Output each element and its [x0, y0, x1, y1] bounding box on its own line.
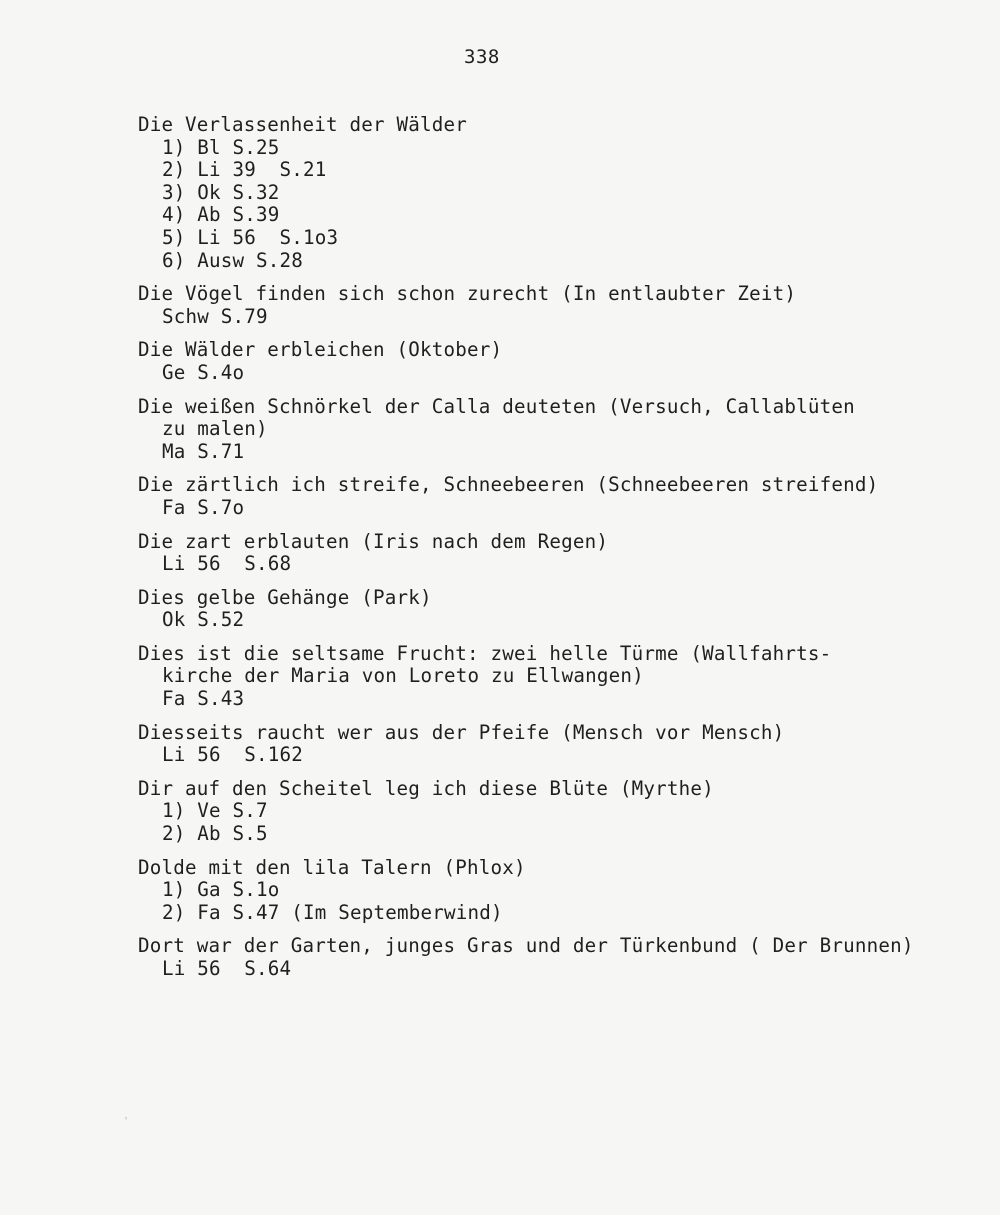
- entry-title: Dort war der Garten, junges Gras und der Türkenbund ( Der Brunnen): [138, 934, 914, 958]
- entry-reference: 4) Ab S.39: [162, 203, 280, 227]
- index-entry: [138, 396, 978, 464]
- entry-reference: 6) Ausw S.28: [162, 248, 304, 272]
- entry-reference: 3) Ok S.32: [162, 180, 280, 204]
- index-entry: [138, 339, 978, 384]
- entry-reference: Fa S.43: [162, 687, 245, 711]
- entry-reference: Li 56 S.64: [162, 957, 292, 980]
- entry-title: Die zärtlich ich streife, Schneebeeren (Schneebeeren streifend): [138, 473, 879, 497]
- entry-title: Diesseits raucht wer aus der Pfeife (Mensch vor Mensch): [138, 720, 785, 744]
- entry-reference: 1) Ga S.1o: [162, 878, 280, 902]
- entry-reference: Li 56 S.68: [162, 552, 292, 576]
- index-entries: [138, 114, 978, 992]
- page-number: 338: [464, 46, 500, 68]
- entry-title-continuation: zu malen): [162, 417, 268, 441]
- entry-title: Die Vögel finden sich schon zurecht (In entlaubter Zeit): [138, 282, 797, 306]
- index-entry: [138, 722, 978, 767]
- index-entry: [138, 778, 978, 846]
- entry-title: Dolde mit den lila Talern (Phlox): [138, 855, 526, 879]
- index-entry: [138, 474, 978, 519]
- entry-reference: Ma S.71: [162, 439, 245, 463]
- entry-reference: Li 56 S.162: [162, 743, 304, 767]
- entry-reference: 5) Li 56 S.1o3: [162, 225, 339, 249]
- entry-title: Die Verlassenheit der Wälder: [138, 113, 468, 136]
- index-entry: [138, 283, 978, 328]
- entry-reference: Ge S.4o: [162, 360, 245, 384]
- entry-title: Dies gelbe Gehänge (Park): [138, 585, 432, 609]
- index-entry: [138, 587, 978, 632]
- entry-title-continuation: kirche der Maria von Loreto zu Ellwangen): [162, 664, 644, 688]
- entry-reference: 1) Bl S.25: [162, 135, 280, 159]
- entry-reference: Ok S.52: [162, 608, 245, 632]
- index-entry: [138, 857, 978, 925]
- entry-reference: 2) Fa S.47 (Im Septemberwind): [162, 900, 503, 924]
- entry-title: Die weißen Schnörkel der Calla deuteten (Versuch, Callablüten: [138, 394, 855, 418]
- index-entry: [138, 114, 978, 272]
- entry-title: Dies ist die seltsame Frucht: zwei helle Türme (Wallfahrts-: [138, 641, 832, 665]
- entry-reference: 1) Ve S.7: [162, 799, 268, 823]
- entry-title: Die zart erblauten (Iris nach dem Regen): [138, 529, 609, 553]
- entry-reference: Fa S.7o: [162, 495, 245, 519]
- entry-reference: 2) Ab S.5: [162, 822, 268, 846]
- stray-pencil-mark: ˌ: [123, 1110, 130, 1121]
- entry-reference: 2) Li 39 S.21: [162, 158, 327, 182]
- entry-reference: Schw S.79: [162, 304, 268, 328]
- index-entry: [138, 531, 978, 576]
- index-entry: [138, 643, 978, 711]
- entry-title: Dir auf den Scheitel leg ich diese Blüte (Myrthe): [138, 776, 714, 800]
- index-entry: [138, 935, 978, 980]
- entry-title: Die Wälder erbleichen (Oktober): [138, 338, 503, 362]
